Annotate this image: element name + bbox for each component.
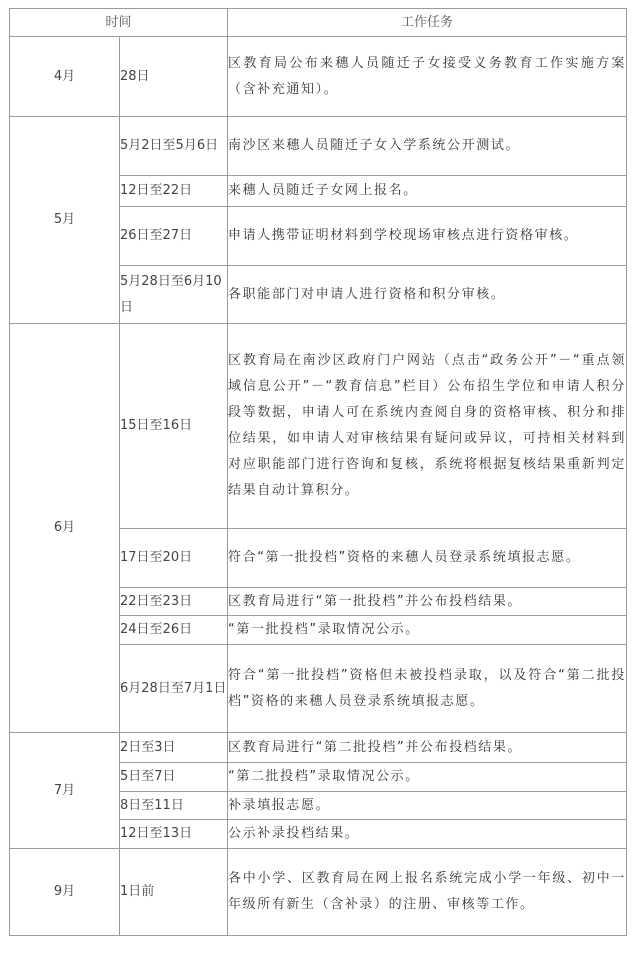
day-cell: 17日至20日 xyxy=(120,529,228,588)
day-cell: 22日至23日 xyxy=(120,588,228,616)
task-cell: 符合“第一批投档”资格但未被投档录取，以及符合“第二批投档”资格的来穗人员登录系统填报志愿。 xyxy=(228,645,627,733)
header-row xyxy=(10,9,627,37)
task-cell: 补录填报志愿。 xyxy=(228,792,627,820)
table-row xyxy=(10,117,627,176)
task-cell: “第一批投档”录取情况公示。 xyxy=(228,616,627,645)
day-cell: 5月28日至6月10日 xyxy=(120,266,228,324)
day-cell: 1日前 xyxy=(120,849,228,936)
task-cell: 区教育局进行“第一批投档”并公布投档结果。 xyxy=(228,588,627,616)
month-cell: 9月 xyxy=(10,849,120,936)
day-cell: 26日至27日 xyxy=(120,207,228,266)
day-cell: 24日至26日 xyxy=(120,616,228,645)
table-row xyxy=(10,37,627,117)
day-cell: 12日至22日 xyxy=(120,176,228,207)
month-cell: 7月 xyxy=(10,733,120,849)
enrollment-schedule-table xyxy=(9,8,627,936)
task-cell: 南沙区来穗人员随迁子女入学系统公开测试。 xyxy=(228,117,627,176)
day-cell: 28日 xyxy=(120,37,228,117)
day-cell: 12日至13日 xyxy=(120,820,228,849)
month-cell: 4月 xyxy=(10,37,120,117)
task-cell: 来穗人员随迁子女网上报名。 xyxy=(228,176,627,207)
task-cell: 各职能部门对申请人进行资格和积分审核。 xyxy=(228,266,627,324)
day-cell: 6月28日至7月1日 xyxy=(120,645,228,733)
task-cell: 区教育局公布来穗人员随迁子女接受义务教育工作实施方案（含补充通知）。 xyxy=(228,37,627,117)
task-cell: “第二批投档”录取情况公示。 xyxy=(228,763,627,792)
day-cell: 15日至16日 xyxy=(120,324,228,529)
month-cell: 6月 xyxy=(10,324,120,733)
day-cell: 2日至3日 xyxy=(120,733,228,763)
task-cell: 各中小学、区教育局在网上报名系统完成小学一年级、初中一年级所有新生（含补录）的注册、审核等工作。 xyxy=(228,849,627,936)
task-cell: 申请人携带证明材料到学校现场审核点进行资格审核。 xyxy=(228,207,627,266)
day-cell: 8日至11日 xyxy=(120,792,228,820)
task-cell: 公示补录投档结果。 xyxy=(228,820,627,849)
header-time: 时间 xyxy=(10,9,228,37)
day-cell: 5月2日至5月6日 xyxy=(120,117,228,176)
table-row xyxy=(10,733,627,763)
table-row xyxy=(10,324,627,529)
table-row xyxy=(10,849,627,936)
task-cell: 区教育局在南沙区政府门户网站（点击“政务公开”－“重点领域信息公开”－“教育信息”栏目）公布招生学位和申请人积分段等数据，申请人可在系统内查阅自身的资格审核、积分和排位结果，如申请人对审核结果有疑问或异议，可持相关材料到对应职能部门进行咨询和复核，系统将根据复核结果重新判定结果自动计算积分。 xyxy=(228,324,627,529)
header-task: 工作任务 xyxy=(228,9,627,37)
month-cell: 5月 xyxy=(10,117,120,324)
task-cell: 区教育局进行“第二批投档”并公布投档结果。 xyxy=(228,733,627,763)
day-cell: 5日至7日 xyxy=(120,763,228,792)
task-cell: 符合“第一批投档”资格的来穗人员登录系统填报志愿。 xyxy=(228,529,627,588)
